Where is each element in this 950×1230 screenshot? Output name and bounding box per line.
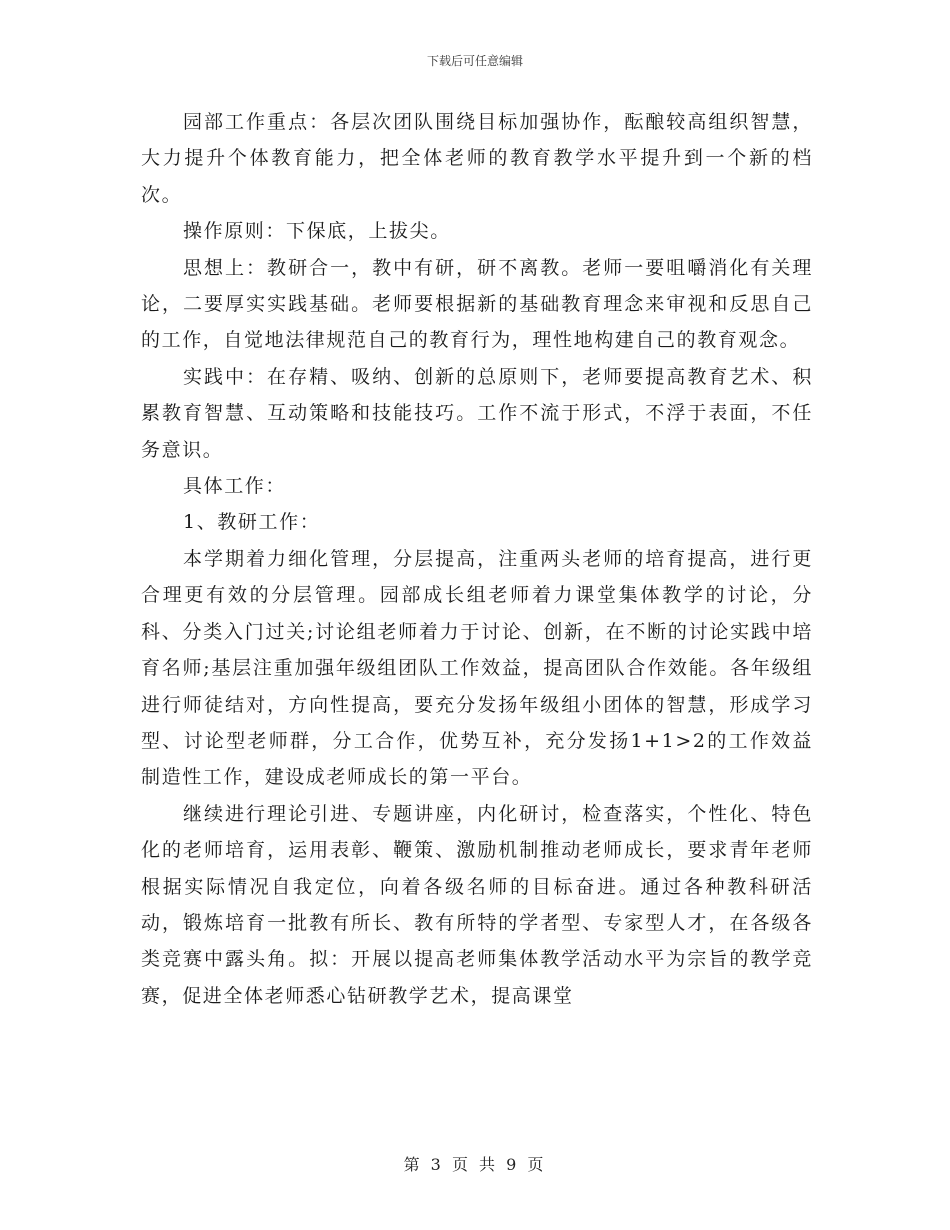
paragraph-specific-work-heading: 具体工作： (183, 475, 287, 498)
paragraph-thinking: 思想上：教研合一，教中有研，研不离教。老师一要咀嚼消化有关理论，二要厚实实践基础。老师要根据新的基础教育理念来审视和反思自己的工作，自觉地法律规范自己的教育行为，理性地构建自己的教育观念。 (141, 256, 813, 352)
page-header: 下载后可任意编辑 (426, 54, 523, 68)
paragraph-semester-management: 本学期着力细化管理，分层提高，注重两头老师的培育提高，进行更合理更有效的分层管理。园部成长组老师着力课堂集体教学的讨论，分科、分类入门过关;讨论组老师着力于讨论、创新，在不断的讨论实践中培育名师;基层注重加强年级组团队工作效益，提高团队合作效能。各年级组进行师徒结对，方向性提高，要充分发扬年级组小团体的智慧，形成学习型、讨论型老师群，分工合作，优势互补，充分发扬1+1>2的工作效益制造性工作，建设成老师成长的第一平台。 (141, 547, 813, 789)
paragraph-theory-training: 继续进行理论引进、专题讲座，内化研讨，检查落实，个性化、特色化的老师培育，运用表彰、鞭策、激励机制推动老师成长，要求青年老师根据实际情况自我定位，向着各级名师的目标奋进。通过各种教科研活动，锻炼培育一批教有所长、教有所特的学者型、专家型人才，在各级各类竞赛中露头角。拟：开展以提高老师集体教学活动水平为宗旨的教学竞赛，促进全体老师悉心钻研教学艺术，提高课堂 (141, 802, 813, 1007)
paragraph-operating-principle: 操作原则：下保底，上拔尖。 (183, 220, 451, 243)
document-body (141, 104, 813, 1014)
page-number: 第 3 页 共 9 页 (403, 1155, 547, 1174)
paragraph-work-focus: 园部工作重点：各层次团队围绕目标加强协作，酝酿较高组织智慧，大力提升个体教育能力，把全体老师的教育教学水平提升到一个新的档次。 (141, 111, 813, 206)
paragraph-practice: 实践中：在存精、吸纳、创新的总原则下，老师要提高教育艺术、积累教育智慧、互动策略和技能技巧。工作不流于形式，不浮于表面，不任务意识。 (141, 365, 813, 461)
paragraph-research-heading: 1、教研工作： (183, 511, 321, 534)
